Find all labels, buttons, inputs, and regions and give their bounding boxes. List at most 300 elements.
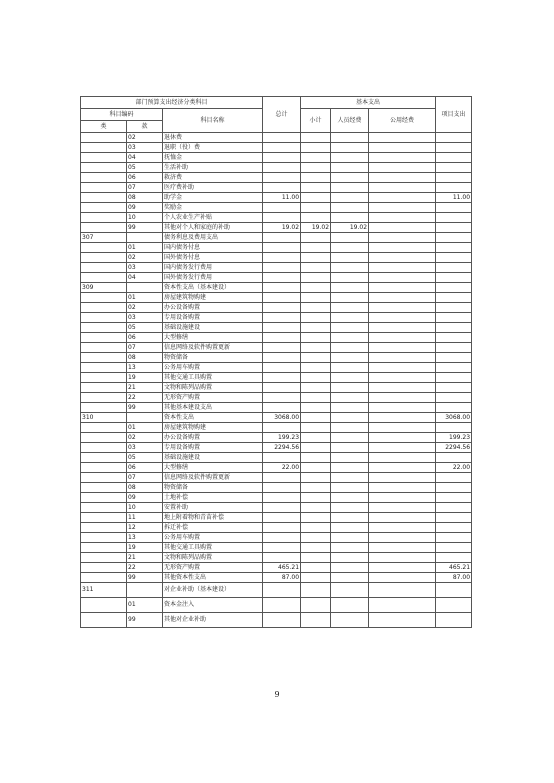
subject-name-cell: 房屋建筑物购建 (163, 423, 263, 433)
table-row (81, 343, 472, 353)
personnel-cell (331, 133, 369, 143)
total-cell (263, 273, 301, 283)
subject-name-cell: 医疗费补助 (163, 183, 263, 193)
total-cell (263, 483, 301, 493)
item-cell: 99 (127, 403, 163, 413)
public-cell (369, 583, 436, 598)
subtotal-cell (301, 363, 331, 373)
category-cell (81, 383, 127, 393)
total-cell: 19.02 (263, 223, 301, 233)
subtotal-cell (301, 503, 331, 513)
public-cell (369, 293, 436, 303)
item-cell: 02 (127, 253, 163, 263)
total-cell: 11.00 (263, 193, 301, 203)
project-cell (436, 613, 472, 628)
total-cell (263, 493, 301, 503)
subject-name-cell: 土地补偿 (163, 493, 263, 503)
personnel-cell (331, 243, 369, 253)
personnel-cell (331, 353, 369, 363)
public-expense-header: 公用经费 (369, 109, 436, 133)
total-cell: 87.00 (263, 573, 301, 583)
subtotal-cell (301, 343, 331, 353)
subject-name-cell: 资本性支出 (163, 413, 263, 423)
project-cell (436, 283, 472, 293)
category-cell (81, 533, 127, 543)
project-cell (436, 513, 472, 523)
table-row (81, 493, 472, 503)
project-cell (436, 243, 472, 253)
category-cell: 310 (81, 413, 127, 423)
subtotal-cell (301, 543, 331, 553)
table-row (81, 613, 472, 628)
item-cell: 99 (127, 613, 163, 628)
classification-header: 部门预算支出经济分类科目 (81, 97, 263, 109)
item-cell: 99 (127, 223, 163, 233)
project-cell: 199.23 (436, 433, 472, 443)
subject-name-cell: 公务用车购置 (163, 533, 263, 543)
subtotal-cell (301, 153, 331, 163)
table-row (81, 333, 472, 343)
personnel-cell (331, 173, 369, 183)
total-cell: 22.00 (263, 463, 301, 473)
subject-name-cell: 个人农业生产补贴 (163, 213, 263, 223)
subject-name-cell: 其他基本建设支出 (163, 403, 263, 413)
page-number: 9 (274, 690, 280, 699)
table-row (81, 143, 472, 153)
subtotal-cell (301, 243, 331, 253)
item-cell: 10 (127, 503, 163, 513)
subject-name-header: 科目名称 (163, 109, 263, 133)
personnel-cell (331, 183, 369, 193)
category-cell (81, 403, 127, 413)
personnel-cell (331, 473, 369, 483)
total-cell (263, 313, 301, 323)
total-cell: 3068.00 (263, 413, 301, 423)
subtotal-cell (301, 573, 331, 583)
category-cell (81, 253, 127, 263)
total-cell: 465.21 (263, 563, 301, 573)
public-cell (369, 503, 436, 513)
total-cell (263, 153, 301, 163)
project-cell (436, 253, 472, 263)
personnel-cell (331, 433, 369, 443)
table-row (81, 543, 472, 553)
public-cell (369, 523, 436, 533)
public-cell (369, 563, 436, 573)
table-row (81, 553, 472, 563)
item-cell: 13 (127, 533, 163, 543)
personnel-cell (331, 273, 369, 283)
project-cell (436, 183, 472, 193)
public-cell (369, 543, 436, 553)
project-cell (436, 453, 472, 463)
subtotal-cell (301, 383, 331, 393)
public-cell (369, 363, 436, 373)
total-cell (263, 323, 301, 333)
project-cell (436, 353, 472, 363)
total-cell (263, 383, 301, 393)
item-cell: 99 (127, 573, 163, 583)
category-cell (81, 323, 127, 333)
table-row (81, 193, 472, 203)
public-cell (369, 323, 436, 333)
personnel-cell (331, 453, 369, 463)
item-cell: 03 (127, 263, 163, 273)
total-cell (263, 523, 301, 533)
subtotal-cell (301, 193, 331, 203)
subject-name-cell: 其他交通工具购置 (163, 373, 263, 383)
total-cell (263, 173, 301, 183)
category-cell: 311 (81, 583, 127, 598)
table-row (81, 273, 472, 283)
category-cell (81, 163, 127, 173)
personnel-cell (331, 363, 369, 373)
public-cell (369, 213, 436, 223)
project-cell (436, 343, 472, 353)
subtotal-cell (301, 253, 331, 263)
table-row (81, 373, 472, 383)
personnel-cell (331, 303, 369, 313)
project-cell (436, 173, 472, 183)
category-cell (81, 133, 127, 143)
subject-name-cell: 资本性支出（基本建设） (163, 283, 263, 293)
item-cell: 01 (127, 243, 163, 253)
subtotal-cell (301, 493, 331, 503)
subject-name-cell: 物资储备 (163, 353, 263, 363)
item-header: 款 (127, 121, 163, 133)
public-cell (369, 483, 436, 493)
total-cell (263, 598, 301, 613)
table-row (81, 443, 472, 453)
basic-expenditure-header: 基本支出 (301, 97, 436, 109)
personnel-cell (331, 403, 369, 413)
subtotal-cell (301, 143, 331, 153)
item-cell: 08 (127, 353, 163, 363)
item-cell: 05 (127, 453, 163, 463)
project-cell (436, 583, 472, 598)
total-cell (263, 333, 301, 343)
project-cell (436, 553, 472, 563)
item-cell: 10 (127, 213, 163, 223)
subject-name-cell: 安置补助 (163, 503, 263, 513)
personnel-cell (331, 533, 369, 543)
total-cell (263, 513, 301, 523)
project-cell (436, 203, 472, 213)
personnel-cell (331, 443, 369, 453)
personnel-cell (331, 503, 369, 513)
category-cell (81, 143, 127, 153)
project-cell (436, 383, 472, 393)
item-cell: 06 (127, 173, 163, 183)
total-cell (263, 533, 301, 543)
project-cell (436, 133, 472, 143)
personnel-cell (331, 613, 369, 628)
category-cell (81, 363, 127, 373)
category-cell (81, 293, 127, 303)
subject-name-cell: 拆迁补偿 (163, 523, 263, 533)
subject-name-cell: 国外债务付息 (163, 253, 263, 263)
total-cell (263, 213, 301, 223)
total-cell (263, 203, 301, 213)
category-cell (81, 433, 127, 443)
subtotal-cell (301, 463, 331, 473)
table-row (81, 133, 472, 143)
category-cell (81, 483, 127, 493)
table-row (81, 303, 472, 313)
subtotal-cell (301, 183, 331, 193)
subtotal-cell (301, 563, 331, 573)
category-cell (81, 523, 127, 533)
personnel-cell (331, 153, 369, 163)
subtotal-cell (301, 583, 331, 598)
public-cell (369, 283, 436, 293)
table-row (81, 393, 472, 403)
table-row (81, 473, 472, 483)
subject-name-cell: 办公设备购置 (163, 303, 263, 313)
personnel-cell (331, 163, 369, 173)
subject-name-cell: 其他对企业补助 (163, 613, 263, 628)
item-cell: 07 (127, 343, 163, 353)
project-cell (436, 293, 472, 303)
project-cell (436, 143, 472, 153)
table-row (81, 173, 472, 183)
category-cell (81, 563, 127, 573)
public-cell (369, 143, 436, 153)
personnel-cell (331, 413, 369, 423)
personnel-cell (331, 393, 369, 403)
item-cell: 09 (127, 493, 163, 503)
personnel-cell (331, 213, 369, 223)
public-cell (369, 513, 436, 523)
table-row (81, 463, 472, 473)
subject-name-cell: 文物和陈列品购置 (163, 383, 263, 393)
subtotal-cell (301, 133, 331, 143)
item-cell: 02 (127, 433, 163, 443)
total-cell (263, 373, 301, 383)
subtotal-cell (301, 553, 331, 563)
public-cell (369, 273, 436, 283)
table-row (81, 353, 472, 363)
category-cell (81, 473, 127, 483)
project-cell (436, 363, 472, 373)
total-cell (263, 613, 301, 628)
project-cell (436, 503, 472, 513)
personnel-cell (331, 293, 369, 303)
subject-name-cell: 资本金注入 (163, 598, 263, 613)
public-cell (369, 433, 436, 443)
public-cell (369, 413, 436, 423)
item-cell: 01 (127, 598, 163, 613)
personnel-cell (331, 598, 369, 613)
category-cell (81, 263, 127, 273)
subtotal-cell (301, 263, 331, 273)
project-cell (436, 333, 472, 343)
budget-sheet (80, 96, 472, 628)
project-cell: 465.21 (436, 563, 472, 573)
subject-name-cell: 其他对个人和家庭的补助 (163, 223, 263, 233)
category-cell (81, 193, 127, 203)
category-header: 类 (81, 121, 127, 133)
total-cell (263, 583, 301, 598)
personnel-cell (331, 543, 369, 553)
category-cell (81, 303, 127, 313)
public-cell (369, 453, 436, 463)
item-cell: 06 (127, 463, 163, 473)
personnel-cell (331, 563, 369, 573)
subject-name-cell: 对企业补助（基本建设） (163, 583, 263, 598)
public-cell (369, 598, 436, 613)
budget-table (80, 96, 472, 628)
public-cell (369, 303, 436, 313)
public-cell (369, 443, 436, 453)
personnel-cell (331, 193, 369, 203)
public-cell (369, 263, 436, 273)
table-row (81, 503, 472, 513)
personnel-cell (331, 283, 369, 293)
category-cell (81, 243, 127, 253)
subtotal-cell: 19.02 (301, 223, 331, 233)
subtotal-cell (301, 303, 331, 313)
table-row (81, 243, 472, 253)
category-cell (81, 543, 127, 553)
subtotal-cell (301, 203, 331, 213)
subject-name-cell: 抚恤金 (163, 153, 263, 163)
project-cell (436, 598, 472, 613)
subject-name-cell: 奖励金 (163, 203, 263, 213)
total-cell (263, 393, 301, 403)
project-cell (436, 533, 472, 543)
table-row (81, 153, 472, 163)
subject-name-cell: 房屋建筑物购建 (163, 293, 263, 303)
subtotal-cell (301, 523, 331, 533)
project-cell (436, 273, 472, 283)
table-row (81, 523, 472, 533)
public-cell (369, 383, 436, 393)
table-row (81, 563, 472, 573)
personnel-cell (331, 233, 369, 243)
project-cell (436, 163, 472, 173)
table-row (81, 203, 472, 213)
subject-name-cell: 文物和陈列品购置 (163, 553, 263, 563)
item-cell: 05 (127, 323, 163, 333)
item-cell: 03 (127, 143, 163, 153)
public-cell (369, 183, 436, 193)
table-row (81, 383, 472, 393)
category-cell (81, 453, 127, 463)
personnel-cell (331, 343, 369, 353)
subject-name-cell: 基础设施建设 (163, 453, 263, 463)
category-cell (81, 333, 127, 343)
project-cell (436, 393, 472, 403)
category-cell (81, 313, 127, 323)
category-cell (81, 463, 127, 473)
project-cell: 22.00 (436, 463, 472, 473)
public-cell (369, 393, 436, 403)
total-cell (263, 143, 301, 153)
public-cell (369, 353, 436, 363)
table-row (81, 363, 472, 373)
total-cell (263, 343, 301, 353)
subject-name-cell: 退休费 (163, 133, 263, 143)
subtotal-cell (301, 213, 331, 223)
project-cell: 3068.00 (436, 413, 472, 423)
public-cell (369, 253, 436, 263)
project-cell (436, 263, 472, 273)
category-cell (81, 183, 127, 193)
personnel-cell (331, 483, 369, 493)
category-cell: 307 (81, 233, 127, 243)
public-cell (369, 403, 436, 413)
subject-name-cell: 其他交通工具购置 (163, 543, 263, 553)
subject-name-cell: 信息网络及软件购置更新 (163, 343, 263, 353)
public-cell (369, 193, 436, 203)
item-cell (127, 413, 163, 423)
personnel-cell (331, 313, 369, 323)
project-cell (436, 303, 472, 313)
project-cell (436, 543, 472, 553)
item-cell (127, 583, 163, 598)
personnel-cell: 19.02 (331, 223, 369, 233)
total-cell (263, 403, 301, 413)
subject-name-cell: 国内债务付息 (163, 243, 263, 253)
public-cell (369, 493, 436, 503)
total-cell (263, 453, 301, 463)
table-row (81, 433, 472, 443)
subject-name-cell: 办公设备购置 (163, 433, 263, 443)
public-cell (369, 153, 436, 163)
personnel-cell (331, 583, 369, 598)
project-cell (436, 403, 472, 413)
subtotal-header: 小计 (301, 109, 331, 133)
personnel-cell (331, 203, 369, 213)
subtotal-cell (301, 598, 331, 613)
category-cell (81, 213, 127, 223)
table-row (81, 163, 472, 173)
subtotal-cell (301, 453, 331, 463)
item-cell: 04 (127, 273, 163, 283)
project-cell: 87.00 (436, 573, 472, 583)
total-cell: 199.23 (263, 433, 301, 443)
subject-name-cell: 地上附着物和青苗补偿 (163, 513, 263, 523)
table-body (81, 133, 472, 628)
item-cell: 06 (127, 333, 163, 343)
subtotal-cell (301, 163, 331, 173)
table-row (81, 413, 472, 423)
subject-code-header: 科目编码 (81, 109, 163, 121)
public-cell (369, 333, 436, 343)
header-row-1 (81, 97, 472, 109)
personnel-cell (331, 463, 369, 473)
subject-name-cell: 助学金 (163, 193, 263, 203)
table-row (81, 313, 472, 323)
subject-name-cell: 生活补助 (163, 163, 263, 173)
public-cell (369, 553, 436, 563)
item-cell: 01 (127, 423, 163, 433)
category-cell (81, 373, 127, 383)
table-row (81, 263, 472, 273)
table-row (81, 403, 472, 413)
category-cell (81, 443, 127, 453)
table-row (81, 598, 472, 613)
category-cell (81, 343, 127, 353)
category-cell (81, 573, 127, 583)
public-cell (369, 313, 436, 323)
subtotal-cell (301, 473, 331, 483)
total-cell (263, 503, 301, 513)
table-row (81, 573, 472, 583)
category-cell (81, 153, 127, 163)
project-cell (436, 473, 472, 483)
